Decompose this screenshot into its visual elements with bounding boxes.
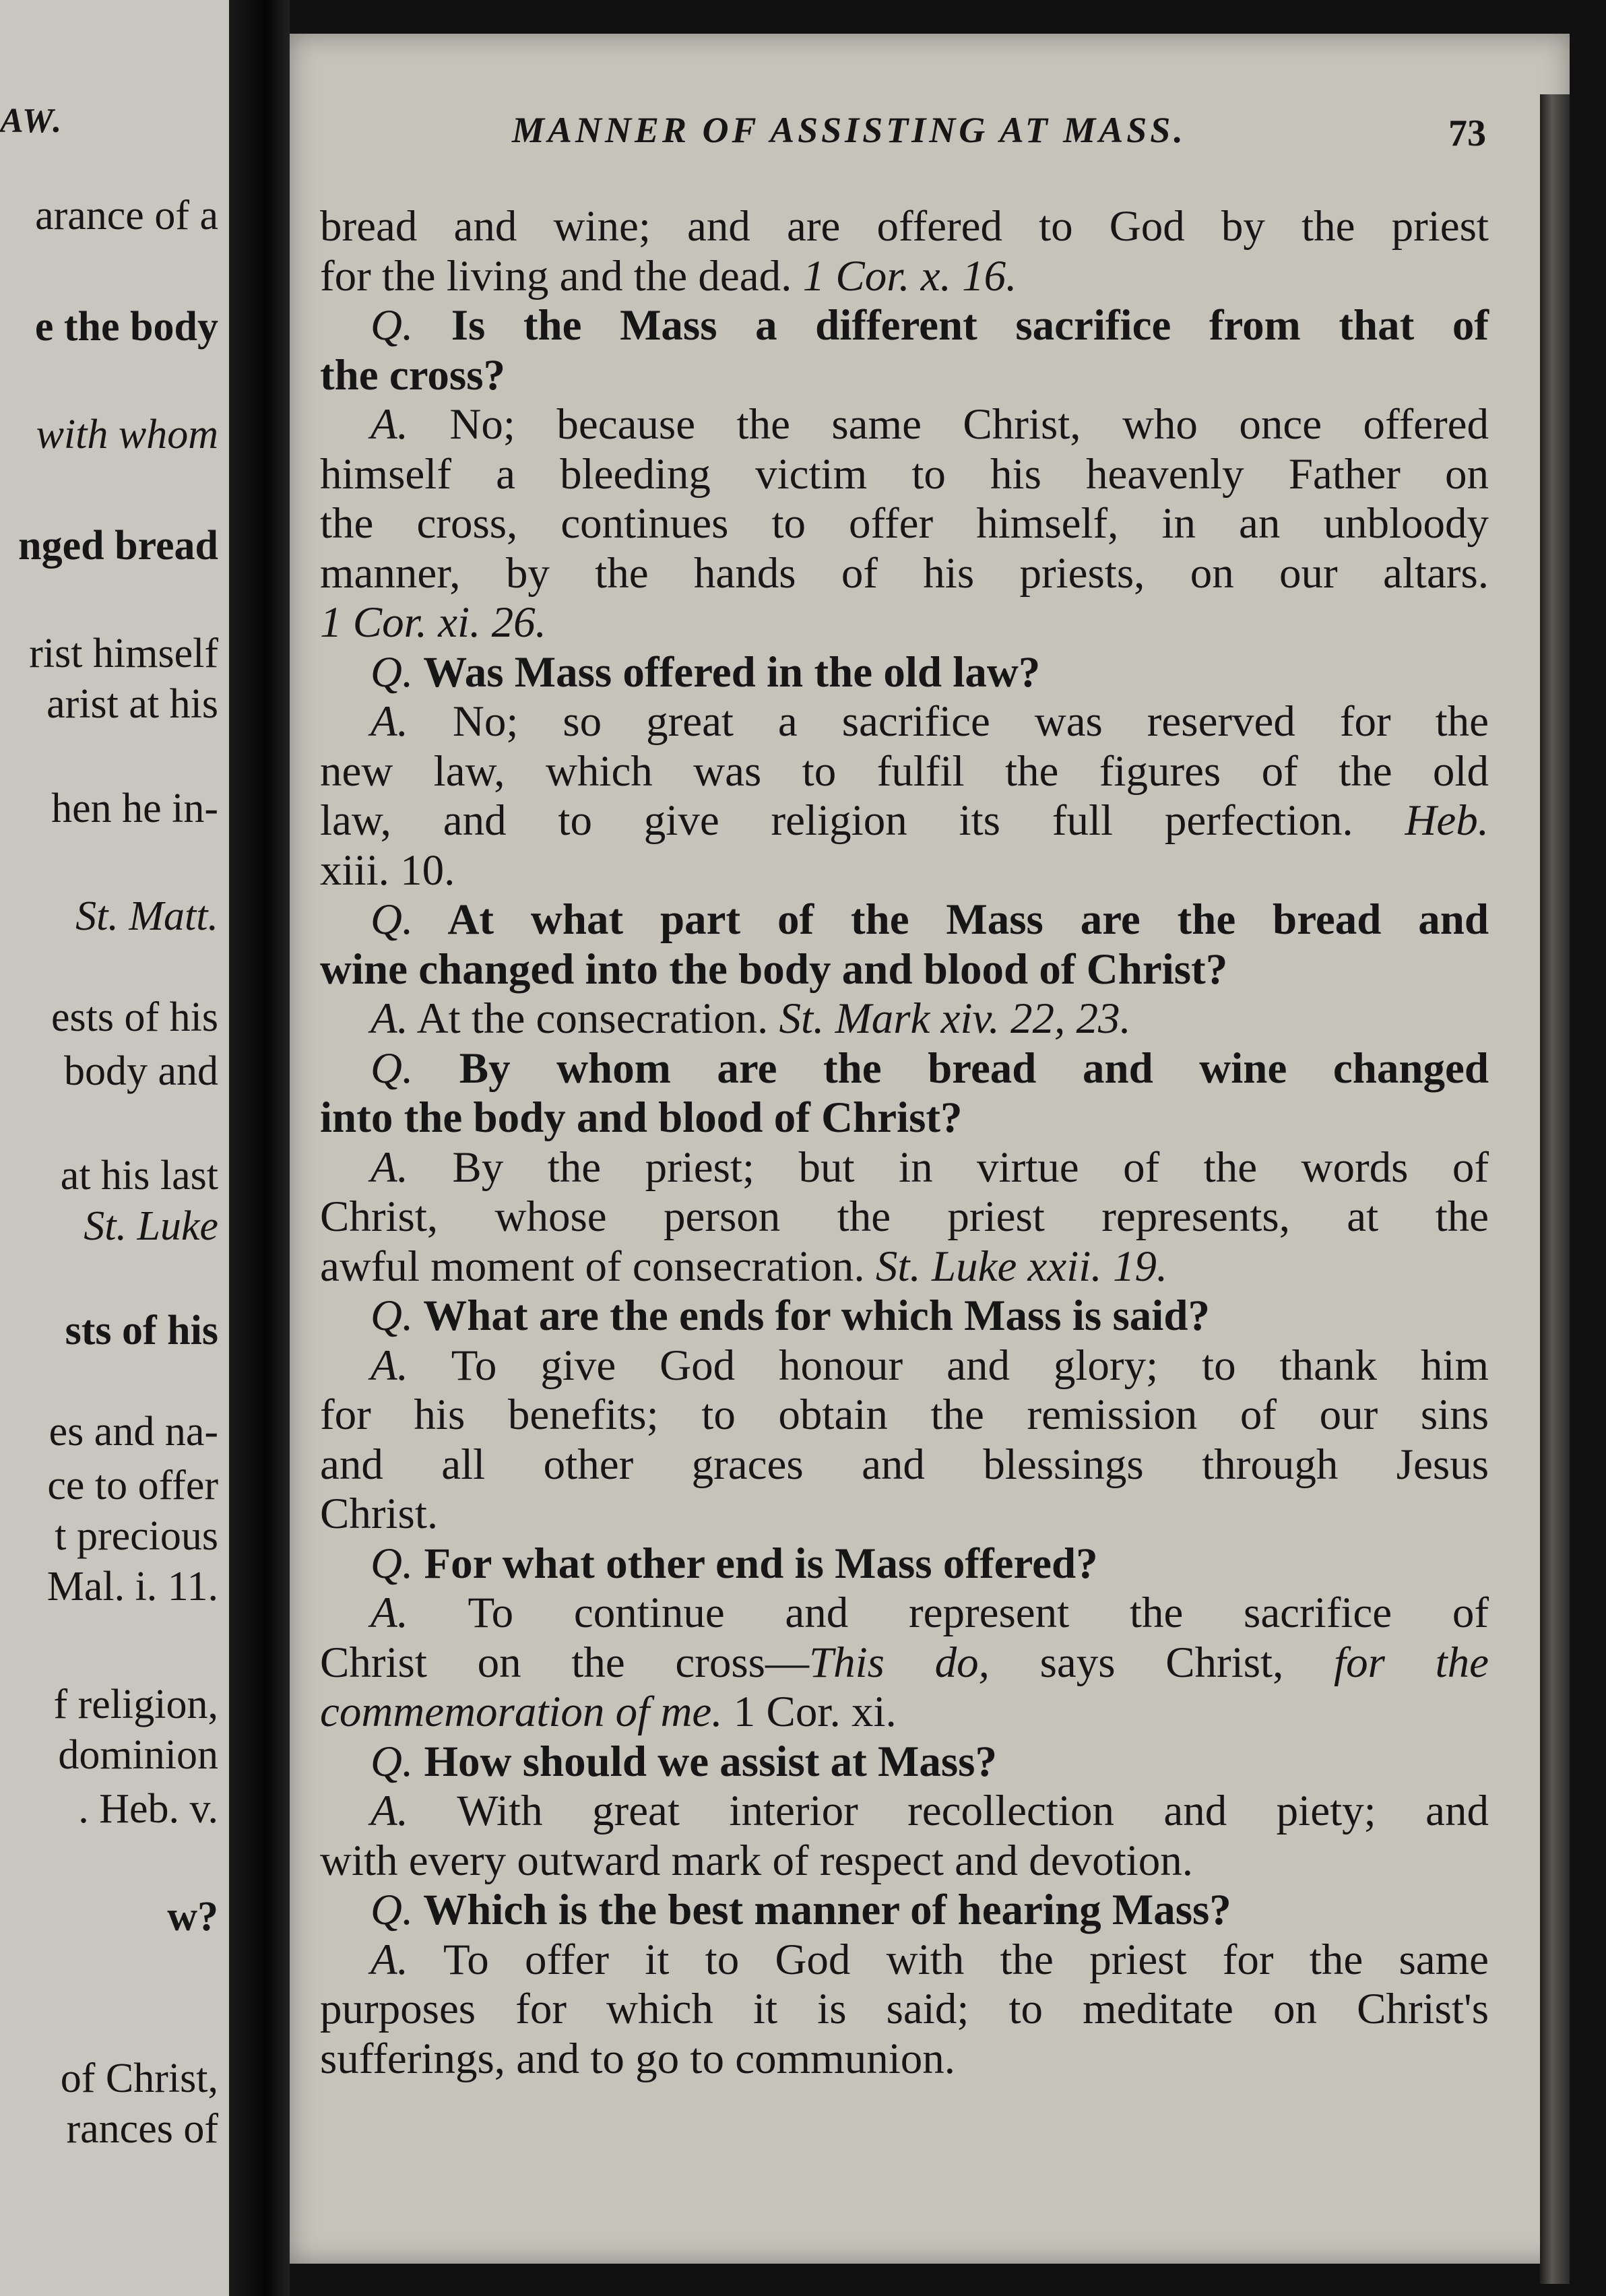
answer-line [320,549,1489,599]
previous-page-line: Mal. i. 11. [46,1564,218,1609]
book-gutter [229,0,290,2296]
answer-line [320,400,1489,450]
answer-line [320,1589,1489,1638]
line-text: says Christ, [989,1638,1335,1687]
line-text: for his benefits; to obtain the remission of our sins [320,1391,1489,1439]
scripture-reference: for the [1334,1638,1489,1687]
previous-page-line: rances of [66,2106,218,2152]
line-text: Christ. [320,1490,439,1538]
previous-page-line: f religion, [53,1682,218,1727]
previous-page-line: rist himself [29,631,218,676]
previous-page-line: nged bread [18,523,218,569]
scripture-reference: commemoration of me. [320,1688,723,1736]
line-text: What are the ends for which Mass is said? [423,1292,1210,1340]
line-text: To continue and represent the sacrifice of [468,1589,1489,1637]
line-text: into the body and blood of Christ? [320,1093,963,1142]
line-text: By the priest; but in virtue of the words of [452,1143,1489,1192]
question-marker: Q. [371,1044,414,1093]
line-text: No; because the same Christ, who once offered [449,400,1489,449]
line-text: and all other graces and blessings through Jesus [320,1440,1489,1489]
answer-line [320,846,1489,896]
answer-marker: A. [371,697,408,746]
answer-line [320,1391,1489,1440]
line-text: No; so great a sacrifice was reserved for the [452,697,1489,746]
question-line [320,648,1489,698]
question-line [320,945,1489,995]
answer-line [320,747,1489,797]
line-text: new law, which was to fulfil the figures of the old [320,746,1489,796]
scripture-reference: 1 Cor. xi. 26. [320,598,546,647]
page-number: 73 [1448,113,1486,154]
question-line [320,1737,1489,1787]
answer-line [320,1638,1489,1688]
answer-marker: A. [371,1341,408,1390]
scripture-reference: 1 Cor. x. 16. [802,251,1017,300]
question-marker: Q. [371,1539,414,1588]
question-line [320,1044,1489,1094]
answer-line [320,1787,1489,1837]
answer-line [320,1242,1489,1292]
question-line [320,895,1489,945]
line-text: with every outward mark of respect and devotion. [320,1836,1193,1885]
line-text: the cross? [320,350,506,400]
previous-page-fragment [0,0,229,2296]
previous-page-line: of Christ, [60,2055,218,2101]
line-text: Christ on the cross— [320,1638,809,1687]
answer-marker: A. [371,1589,408,1637]
answer-line [320,450,1489,500]
question-line [320,351,1489,401]
line-text: Christ, whose person the priest represents, at the [320,1192,1489,1241]
line-text: 1 Cor. xi. [722,1688,897,1736]
answer-line [320,796,1489,846]
answer-marker: A. [371,1935,408,1984]
line-text: With great interior recollection and piety; and [457,1787,1489,1835]
previous-page-line: ests of his [51,994,218,1040]
question-marker: Q. [371,1886,414,1934]
scripture-reference: This do, [808,1638,990,1687]
answer-marker: A. [371,1787,408,1835]
previous-page-line: at his last [60,1153,218,1199]
running-head: MANNER OF ASSISTING AT MASS. [512,110,1186,150]
previous-page-line: es and na- [49,1409,218,1455]
line-text: manner, by the hands of his priests, on our altars. [320,548,1489,598]
line-text: To offer it to God with the priest for the same [443,1935,1489,1984]
line-text: bread and wine; and are offered to God by the priest [320,202,1489,251]
line-text: xiii. 10. [320,846,455,895]
question-marker: Q. [371,1737,414,1786]
previous-page-line: . Heb. v. [78,1786,218,1832]
question-marker: Q. [371,895,414,944]
answer-line [320,1837,1489,1886]
scripture-reference: St. Mark xiv. 22, 23. [779,994,1131,1043]
line-text: himself a bleeding victim to his heavenly Father on [320,449,1489,499]
question-marker: Q. [371,647,414,697]
previous-page-line: St. Matt. [75,893,218,939]
answer-marker: A. [371,1143,408,1192]
book-page [290,34,1570,2264]
line-text: law, and to give religion its full perfection. [320,796,1353,845]
answer-line [320,598,1489,648]
line-text: purposes for which it is said; to meditate on Christ's [320,1985,1489,2033]
scripture-reference: Heb. [1405,796,1489,845]
page-edge [1540,94,1570,2284]
answer-line [320,499,1489,549]
line-text: By whom are the bread and wine changed [459,1044,1489,1093]
question-line [320,301,1489,351]
line-text: At the consecration. [416,994,769,1043]
line-text: How should we assist at Mass? [424,1737,997,1786]
line-text: wine changed into the body and blood of Christ? [320,945,1228,994]
answer-line [320,2035,1489,2084]
previous-page-line: w? [167,1894,218,1940]
answer-line [320,1440,1489,1490]
answer-line [320,252,1489,302]
question-marker: Q. [371,301,414,350]
question-marker: Q. [371,1292,414,1340]
line-text: sufferings, and to go to communion. [320,2034,956,2083]
answer-line [320,202,1489,252]
previous-page-line: t precious [55,1513,218,1559]
previous-page-line: arance of a [35,193,218,238]
answer-marker: A. [371,400,408,449]
answer-line [320,1688,1489,1737]
previous-page-running-head: AW. [0,102,64,140]
previous-page-line: dominion [58,1732,218,1778]
catechism-text [320,202,1489,2084]
line-text: the cross, continues to offer himself, in an unbloody [320,499,1489,548]
line-text: Is the Mass a different sacrifice from that of [451,301,1489,350]
previous-page-line: sts of his [65,1308,218,1353]
line-text: For what other end is Mass offered? [424,1539,1098,1588]
question-line [320,1292,1489,1341]
answer-line [320,697,1489,747]
question-line [320,1886,1489,1936]
previous-page-line: ce to offer [47,1463,218,1508]
previous-page-line: with whom [36,412,218,457]
answer-marker: A. [371,994,408,1043]
previous-page-line: St. Luke [84,1203,218,1249]
scripture-reference: St. Luke xxii. 19. [875,1242,1168,1291]
line-text: At what part of the Mass are the bread and [447,895,1489,944]
question-line [320,1093,1489,1143]
answer-line [320,1341,1489,1391]
previous-page-line: arist at his [46,681,218,727]
line-text: awful moment of consecration. [320,1242,865,1291]
answer-line [320,1143,1489,1193]
answer-line [320,1192,1489,1242]
line-text: Was Mass offered in the old law? [423,647,1041,697]
answer-line [320,1985,1489,2035]
answer-line [320,994,1489,1044]
line-text: To give God honour and glory; to thank him [451,1341,1489,1390]
previous-page-line: body and [63,1048,218,1094]
previous-page-line: hen he in- [51,786,218,831]
line-text: for the living and the dead. [320,251,792,300]
question-line [320,1539,1489,1589]
line-text: Which is the best manner of hearing Mass? [423,1886,1231,1934]
previous-page-line: e the body [34,304,218,350]
answer-line [320,1936,1489,1985]
answer-line [320,1490,1489,1539]
